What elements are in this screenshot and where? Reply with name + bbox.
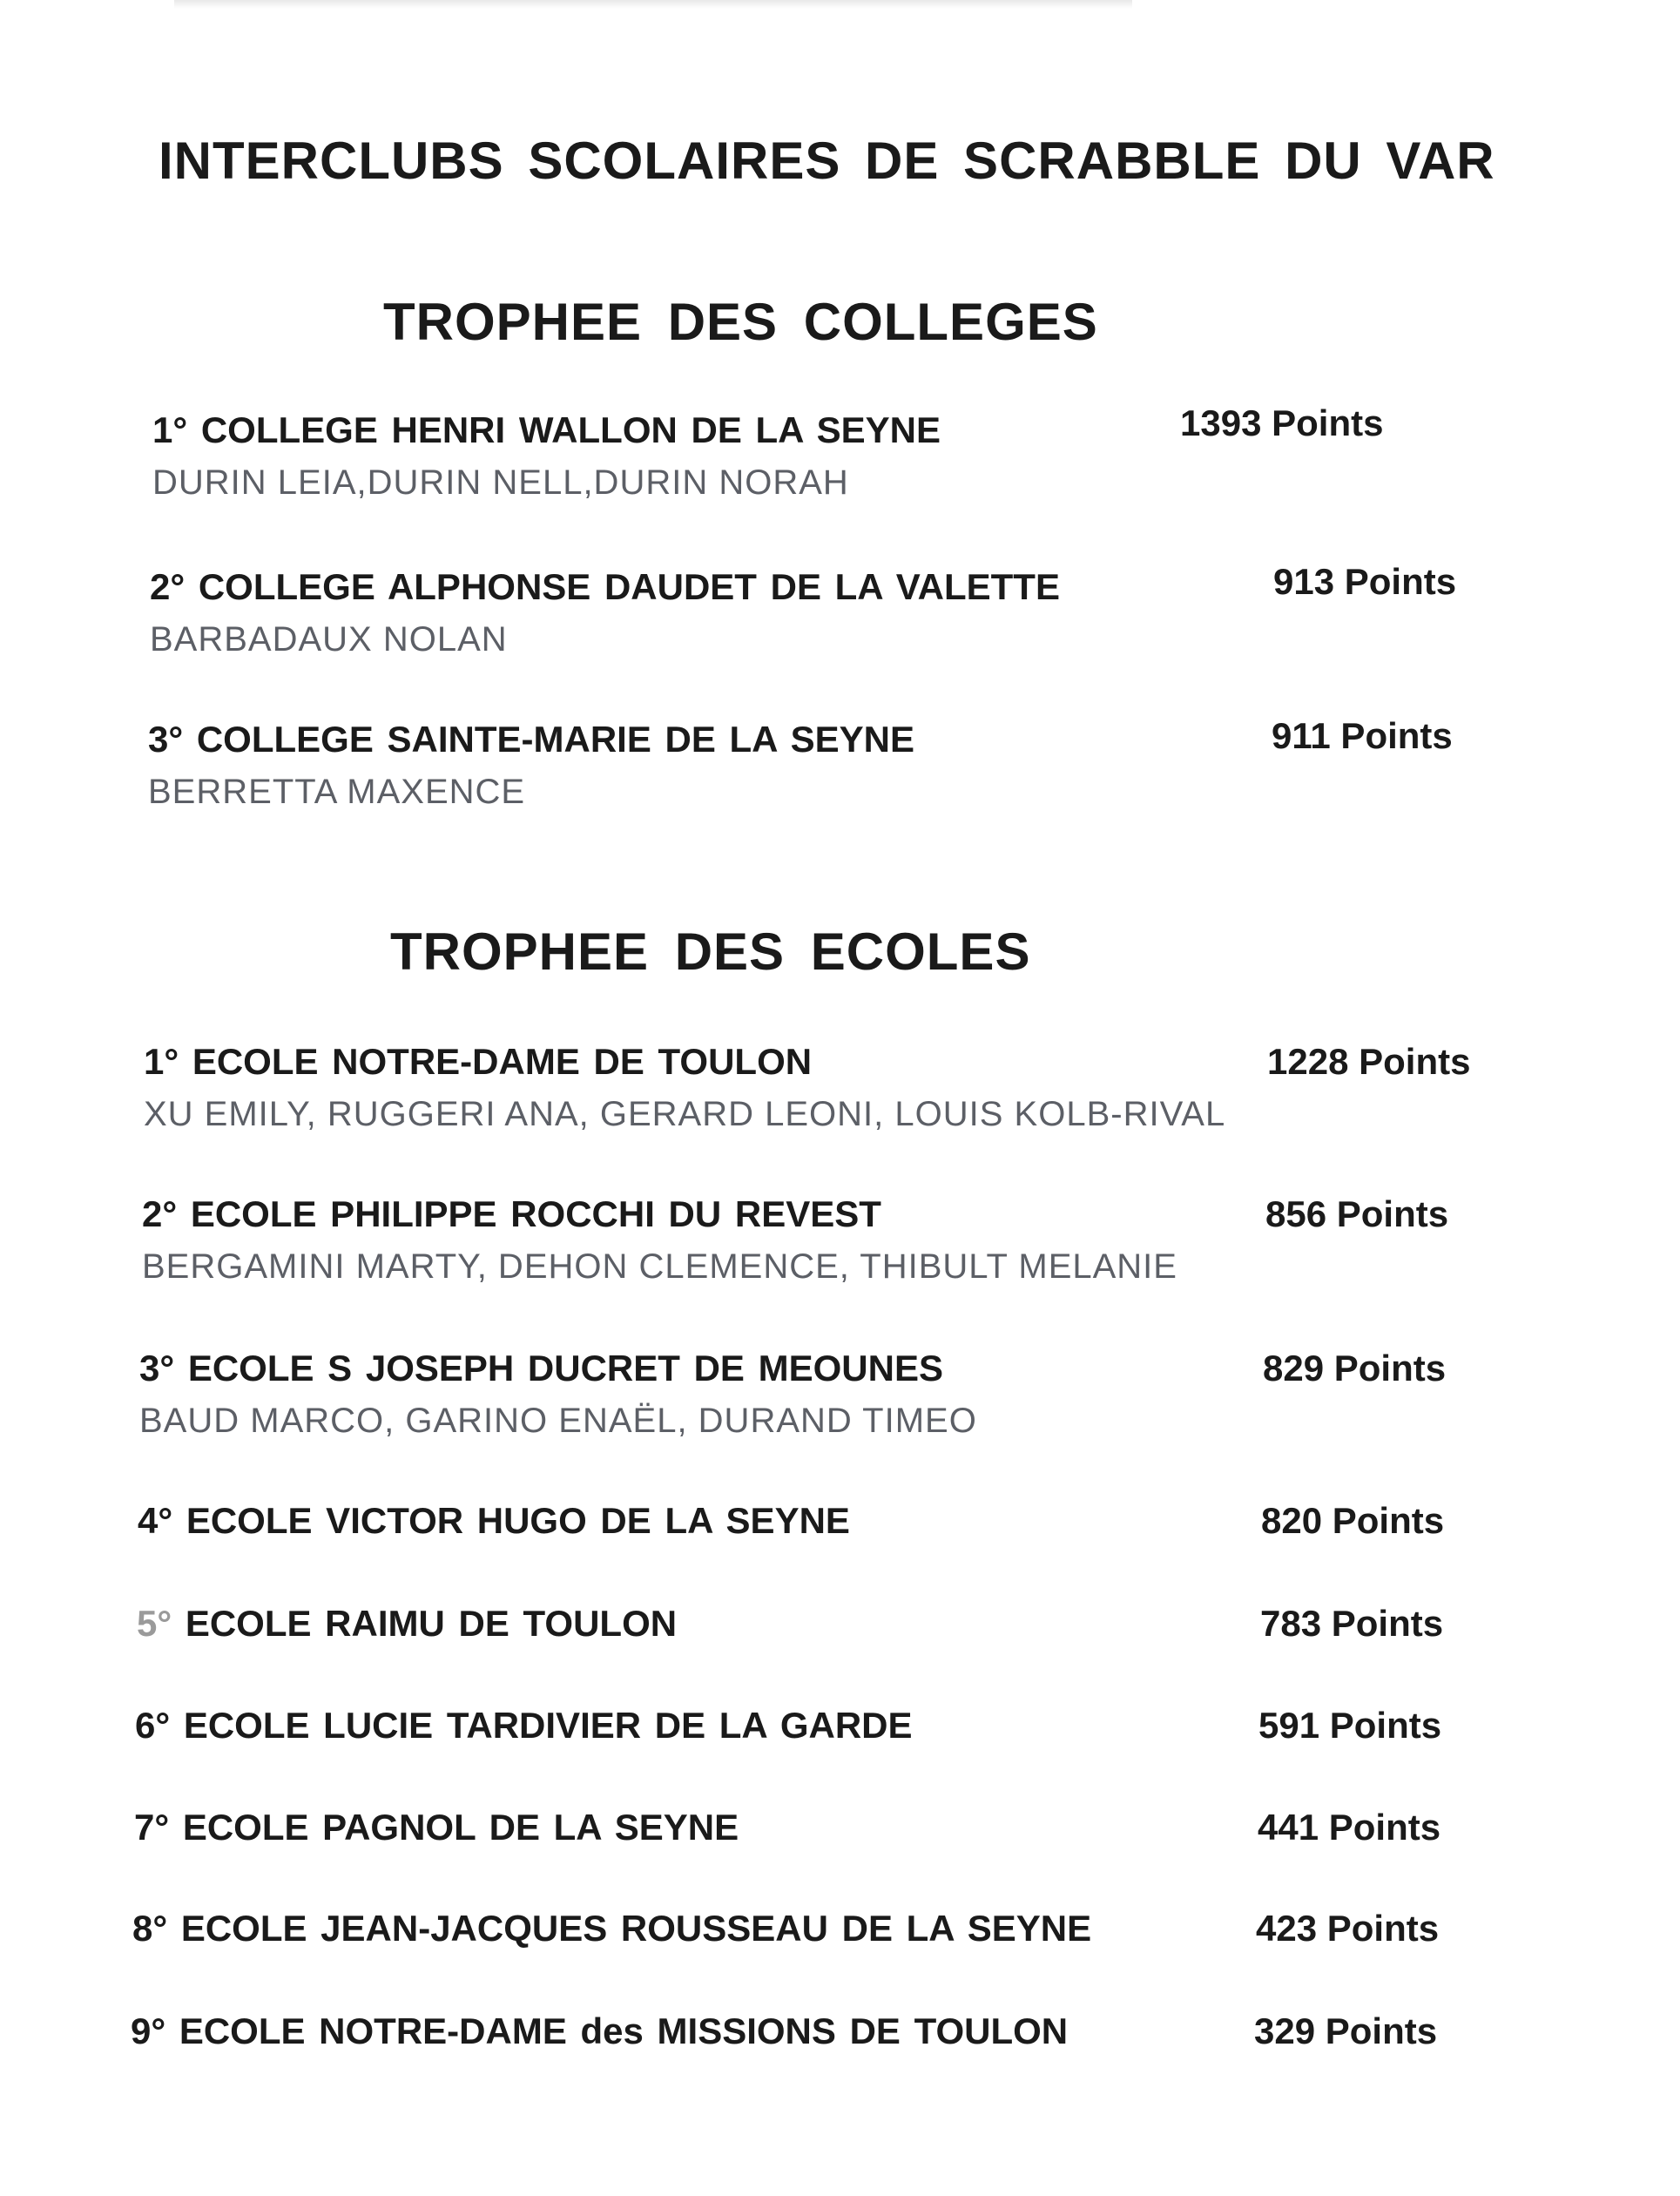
entry-name: 1° COLLEGE HENRI WALLON DE LA SEYNE xyxy=(152,409,941,450)
entry-name: 2° COLLEGE ALPHONSE DAUDET DE LA VALETTE xyxy=(150,566,1060,607)
ecole-entry-1 xyxy=(144,1041,1502,1134)
entry-name: 5° ECOLE RAIMU DE TOULON xyxy=(137,1603,678,1644)
entry-points: 913 Points xyxy=(1273,561,1457,602)
entry-members: BARBADAUX NOLAN xyxy=(150,620,508,659)
ecole-entry-6 xyxy=(135,1705,1494,1752)
entry-name: 3° ECOLE S JOSEPH DUCRET DE MEOUNES xyxy=(139,1348,943,1389)
college-entry-2 xyxy=(150,561,1508,659)
entry-members: DURIN LEIA,DURIN NELL,DURIN NORAH xyxy=(152,463,849,502)
ecole-entry-3 xyxy=(139,1348,1498,1441)
college-entry-3 xyxy=(148,715,1507,812)
entry-name: 7° ECOLE PAGNOL DE LA SEYNE xyxy=(134,1807,739,1848)
entry-points: 783 Points xyxy=(1260,1603,1444,1644)
entry-members: BERRETTA MAXENCE xyxy=(148,773,526,811)
entry-points: 1393 Points xyxy=(1180,402,1384,443)
entry-points: 856 Points xyxy=(1265,1193,1449,1234)
entry-members: BERGAMINI MARTY, DEHON CLEMENCE, THIBULT MELANIE xyxy=(142,1247,1177,1286)
ecole-entry-5 xyxy=(137,1603,1495,1650)
entry-points: 591 Points xyxy=(1258,1705,1442,1746)
ecole-entry-7 xyxy=(134,1807,1493,1854)
colleges-heading: TROPHEE DES COLLEGES xyxy=(383,293,1098,351)
entry-points: 441 Points xyxy=(1258,1807,1441,1848)
entry-name: 9° ECOLE NOTRE-DAME des MISSIONS DE TOULON xyxy=(131,2010,1069,2051)
ecoles-heading: TROPHEE DES ECOLES xyxy=(390,922,1031,981)
entry-members: BAUD MARCO, GARINO ENAËL, DURAND TIMEO xyxy=(139,1402,977,1440)
entry-name: 1° ECOLE NOTRE-DAME DE TOULON xyxy=(144,1041,813,1082)
entry-name: 8° ECOLE JEAN-JACQUES ROUSSEAU DE LA SEYNE xyxy=(132,1908,1092,1949)
entry-members: XU EMILY, RUGGERI ANA, GERARD LEONI, LOUIS KOLB-RIVAL xyxy=(144,1095,1226,1133)
entry-name: 2° ECOLE PHILIPPE ROCCHI DU REVEST xyxy=(142,1193,881,1234)
entry-points: 820 Points xyxy=(1261,1500,1445,1541)
page-title: INTERCLUBS SCOLAIRES DE SCRABBLE DU VAR xyxy=(159,132,1495,190)
entry-name: 3° COLLEGE SAINTE-MARIE DE LA SEYNE xyxy=(148,719,914,760)
college-entry-1 xyxy=(152,402,1511,503)
entry-points: 1228 Points xyxy=(1267,1041,1471,1082)
entry-points: 423 Points xyxy=(1256,1908,1440,1949)
entry-points: 829 Points xyxy=(1263,1348,1447,1389)
entry-name: 4° ECOLE VICTOR HUGO DE LA SEYNE xyxy=(138,1500,850,1541)
ecole-entry-9 xyxy=(131,2010,1489,2057)
ecole-entry-8 xyxy=(132,1908,1491,1955)
entry-name: 6° ECOLE LUCIE TARDIVIER DE LA GARDE xyxy=(135,1705,913,1746)
entry-points: 911 Points xyxy=(1272,715,1453,756)
ecole-entry-2 xyxy=(142,1193,1501,1287)
scan-shadow xyxy=(174,0,1132,9)
ecole-entry-4 xyxy=(138,1500,1496,1547)
entry-points: 329 Points xyxy=(1254,2010,1438,2051)
